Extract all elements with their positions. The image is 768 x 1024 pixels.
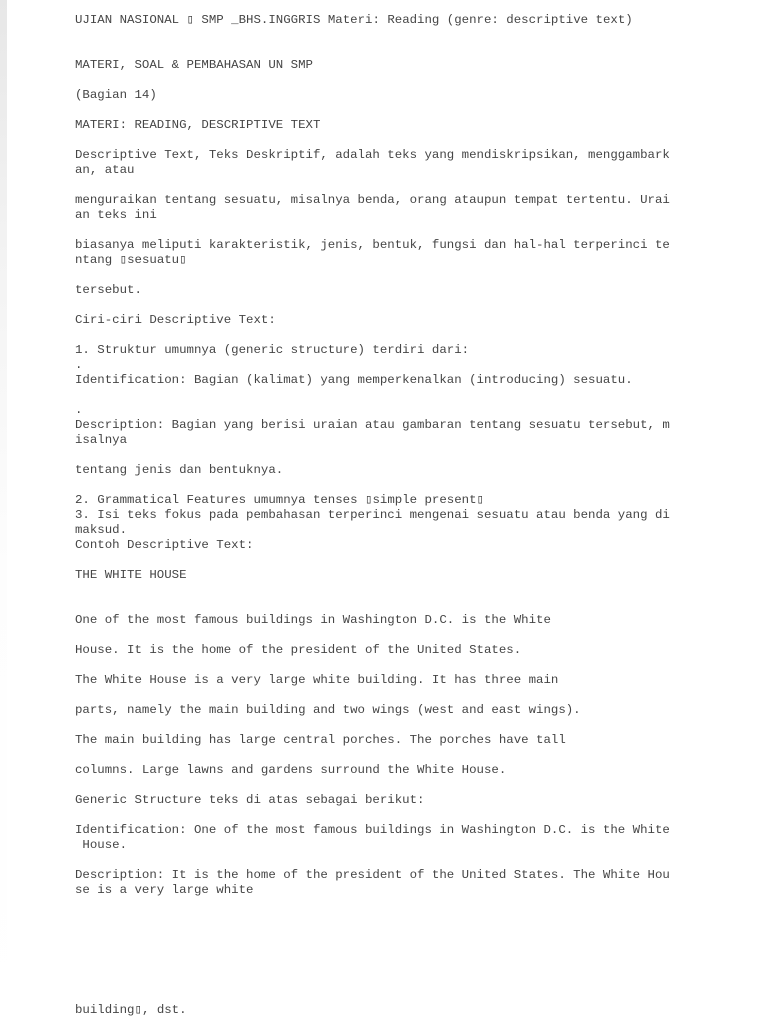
text-line: biasanya meliputi karakteristik, jenis, bentuk, fungsi dan hal-hal terperinci te xyxy=(75,238,670,252)
text-line: se is a very large white xyxy=(75,883,254,897)
paragraph xyxy=(75,283,748,298)
text-line: House. xyxy=(75,838,128,852)
text-line: columns. Large lawns and gardens surround the White House. xyxy=(75,763,507,777)
paragraph xyxy=(75,703,748,718)
text-line: an, atau xyxy=(75,163,135,177)
text-line: MATERI: READING, DESCRIPTIVE TEXT xyxy=(75,118,321,132)
paragraph xyxy=(75,823,748,853)
text-line: Descriptive Text, Teks Deskriptif, adalah teks yang mendiskripsikan, menggambark xyxy=(75,148,670,162)
text-line: isalnya xyxy=(75,433,128,447)
paragraph xyxy=(75,643,748,658)
paragraph xyxy=(75,313,748,328)
paragraph xyxy=(75,673,748,688)
paragraph xyxy=(75,403,748,448)
text-line: 3. Isi teks fokus pada pembahasan terperinci mengenai sesuatu atau benda yang di xyxy=(75,508,670,522)
text-line: 1. Struktur umumnya (generic structure) terdiri dari: xyxy=(75,343,470,357)
paragraph xyxy=(75,118,748,133)
text-line: Generic Structure teks di atas sebagai berikut: xyxy=(75,793,425,807)
text-line: Identification: One of the most famous buildings in Washington D.C. is the White xyxy=(75,823,670,837)
paragraph xyxy=(75,13,748,28)
text-line: tentang jenis dan bentuknya. xyxy=(75,463,284,477)
text-line: an teks ini xyxy=(75,208,157,222)
text-line: maksud. xyxy=(75,523,128,537)
paragraph xyxy=(75,58,748,73)
paragraph xyxy=(75,463,748,478)
text-line: MATERI, SOAL & PEMBAHASAN UN SMP xyxy=(75,58,313,72)
paragraph xyxy=(75,793,748,808)
text-line: Description: Bagian yang berisi uraian atau gambaran tentang sesuatu tersebut, m xyxy=(75,418,670,432)
text-line: The main building has large central porches. The porches have tall xyxy=(75,733,566,747)
text-line: House. It is the home of the president of the United States. xyxy=(75,643,522,657)
text-line: parts, namely the main building and two wings (west and east wings). xyxy=(75,703,581,717)
paragraph xyxy=(75,568,748,583)
paragraph xyxy=(75,1003,748,1018)
paragraph xyxy=(75,148,748,178)
paragraph xyxy=(75,343,748,388)
paragraph xyxy=(75,763,748,778)
text-line: ntang ▯sesuatu▯ xyxy=(75,253,187,267)
text-line: . xyxy=(75,403,83,417)
text-line: 2. Grammatical Features umumnya tenses ▯simple present▯ xyxy=(75,493,485,507)
text-line: building▯, dst. xyxy=(75,1003,187,1017)
text-line: . xyxy=(75,358,83,372)
text-line: Description: It is the home of the president of the United States. The White Hou xyxy=(75,868,670,882)
text-line: UJIAN NASIONAL ▯ SMP _BHS.INGGRIS Materi: Reading (genre: descriptive text) xyxy=(75,13,633,27)
text-line: tersebut. xyxy=(75,283,142,297)
paragraph xyxy=(75,88,748,103)
paragraph xyxy=(75,238,748,268)
text-line: Contoh Descriptive Text: xyxy=(75,538,254,552)
text-line: Identification: Bagian (kalimat) yang memperkenalkan (introducing) sesuatu. xyxy=(75,373,633,387)
paragraph xyxy=(75,193,748,223)
text-line: menguraikan tentang sesuatu, misalnya benda, orang ataupun tempat tertentu. Urai xyxy=(75,193,670,207)
text-line: One of the most famous buildings in Washington D.C. is the White xyxy=(75,613,551,627)
text-line: (Bagian 14) xyxy=(75,88,157,102)
paragraph xyxy=(75,613,748,628)
text-line: The White House is a very large white building. It has three main xyxy=(75,673,559,687)
paragraph xyxy=(75,493,748,553)
paragraph xyxy=(75,733,748,748)
text-line: Ciri-ciri Descriptive Text: xyxy=(75,313,276,327)
paragraph xyxy=(75,868,748,898)
text-line: THE WHITE HOUSE xyxy=(75,568,187,582)
